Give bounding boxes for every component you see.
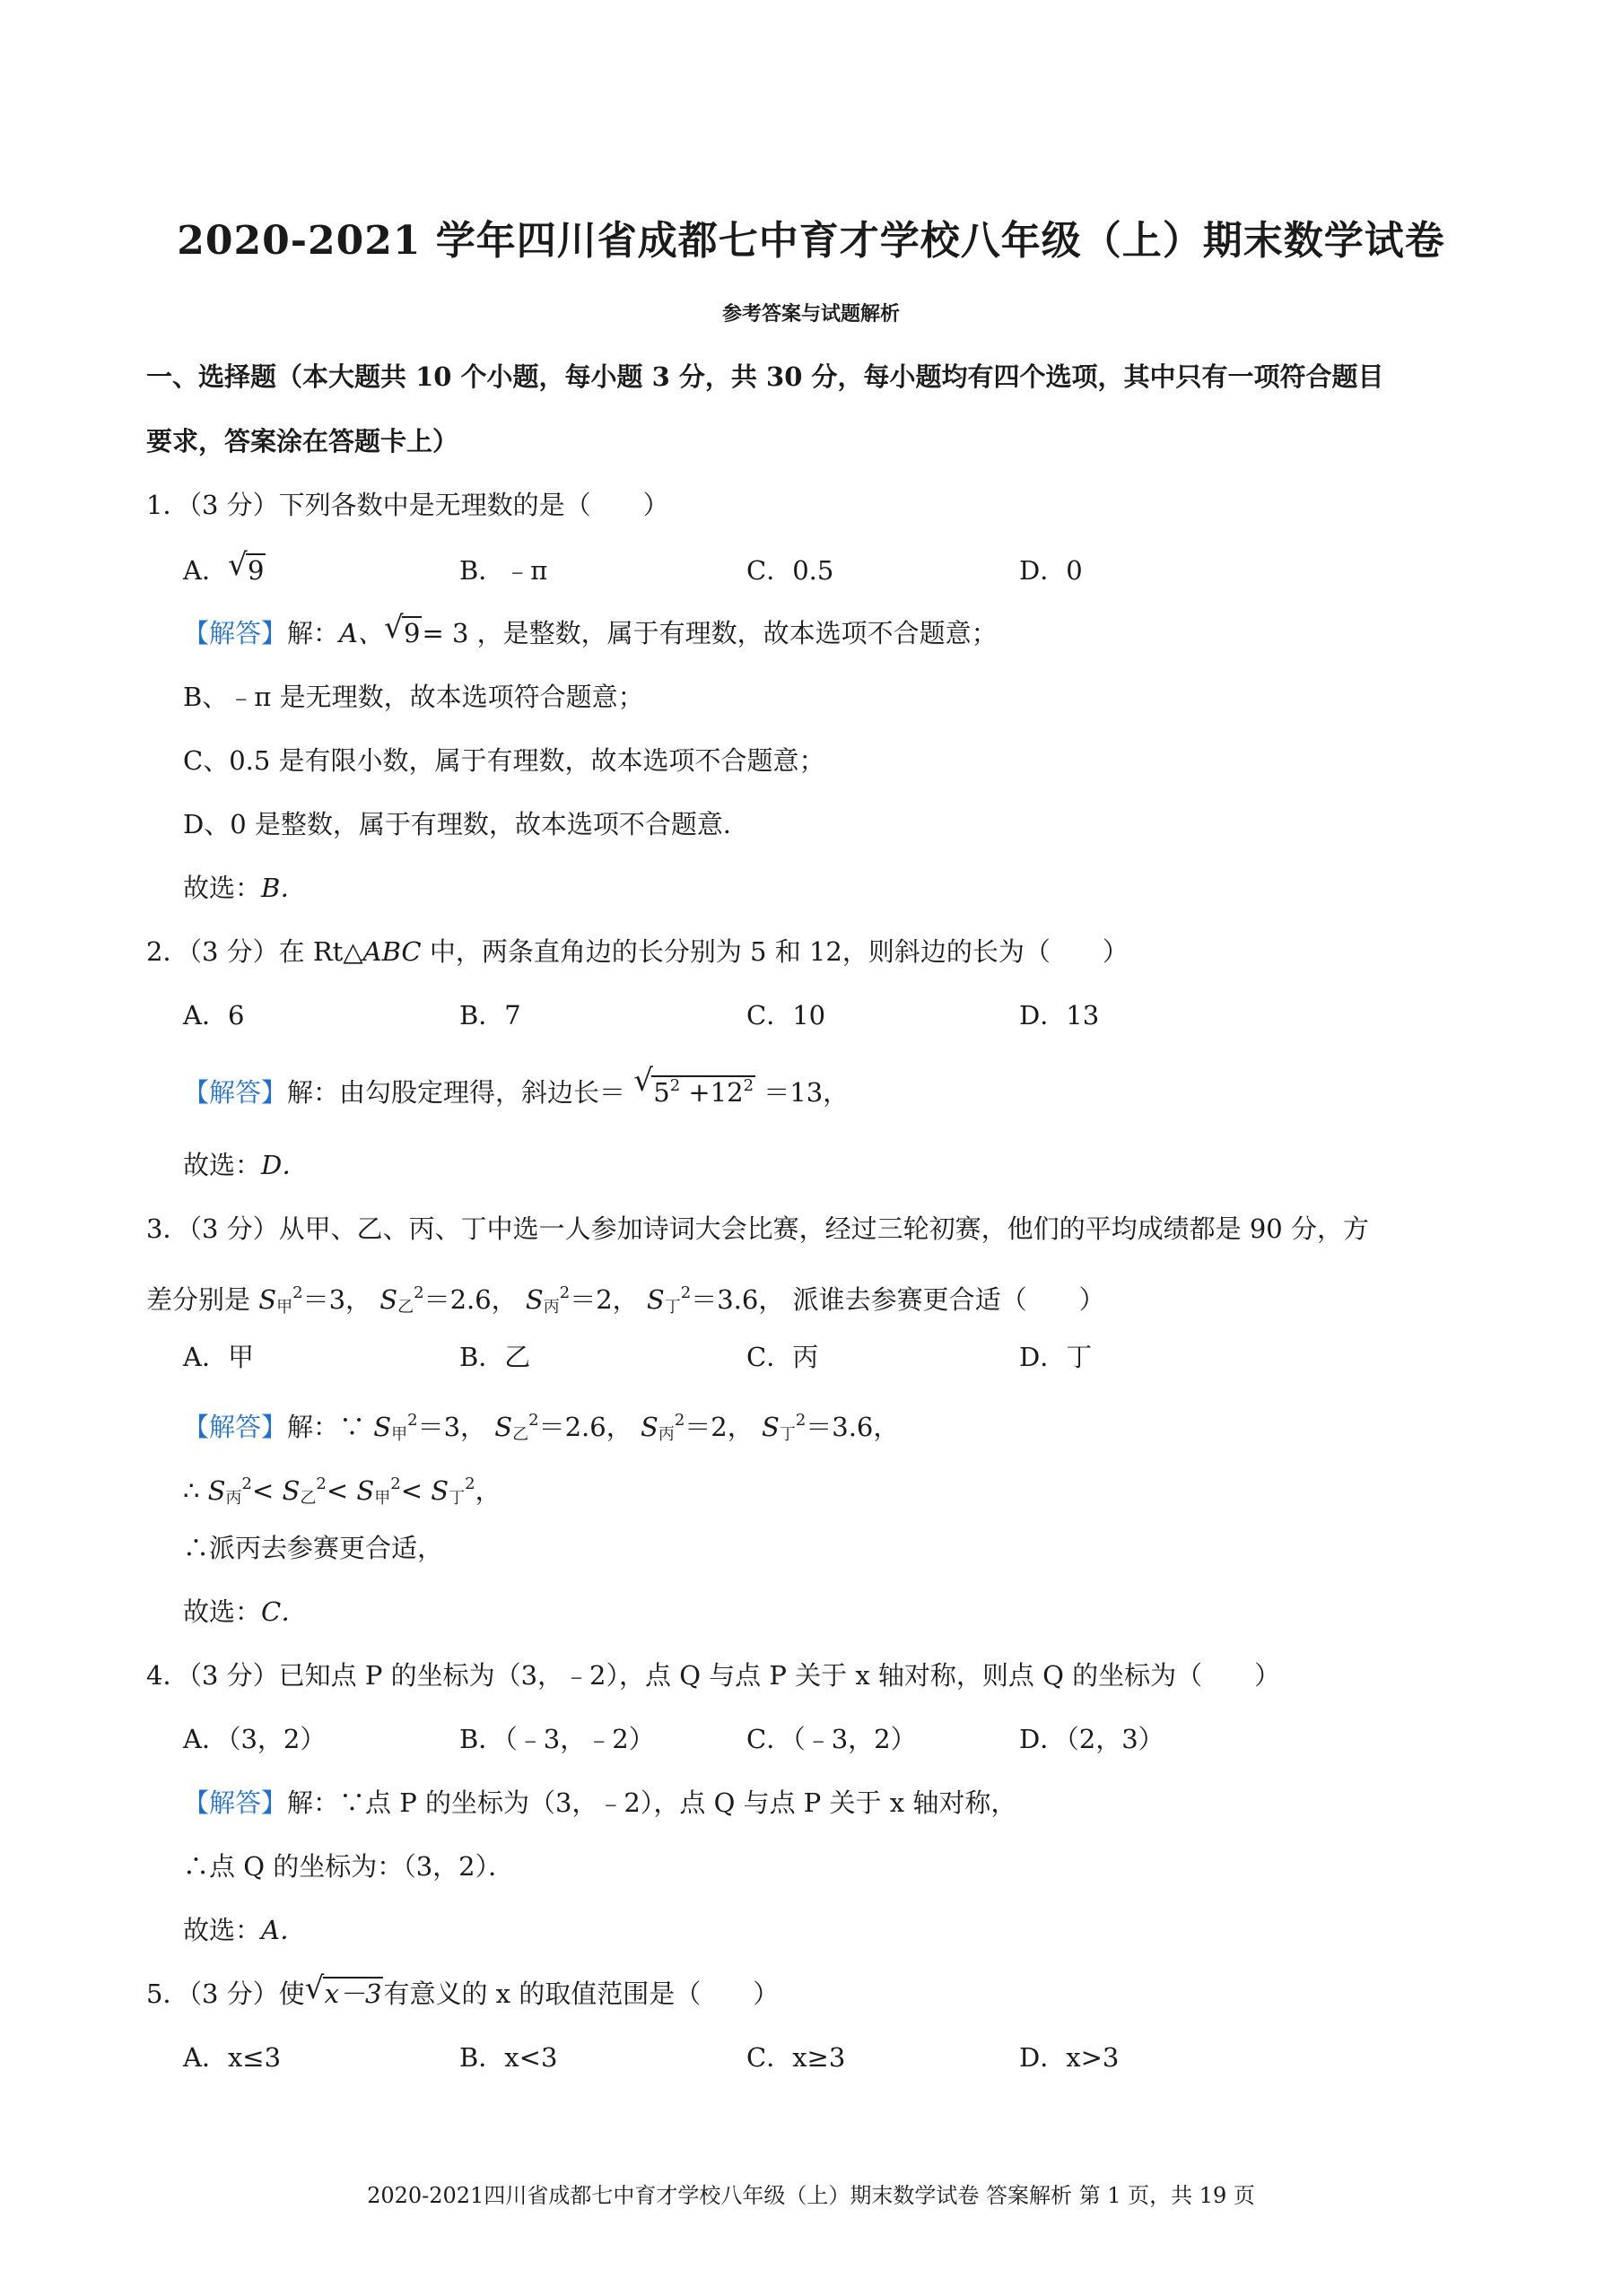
question-1-option-d: D．0: [1019, 555, 1083, 586]
question-1-option-a: A． √ 9: [183, 547, 265, 586]
question-1-answer: 故选：B．: [183, 873, 307, 903]
question-1-solution-line4: D、0 是整数，属于有理数，故本选项不合题意．: [183, 809, 749, 839]
answer-tag: 【解答】: [183, 618, 288, 648]
question-4-option-d: D．（2，3）: [1019, 1724, 1164, 1754]
question-4-solution-line2: ∴点 Q 的坐标为：（3，2）．: [183, 1851, 515, 1882]
question-3-stem-line1: 3．（3 分）从甲、乙、丙、丁中选一人参加诗词大会比赛，经过三轮初赛，他们的平均成绩都是 90 分，方: [146, 1213, 1369, 1244]
question-4-option-b: B．（﹣3，﹣2）: [459, 1724, 655, 1754]
question-4-stem: 4．（3 分）已知点 P 的坐标为（3，﹣2），点 Q 与点 P 关于 x 轴对称，则点 Q 的坐标为（ ）: [146, 1660, 1281, 1691]
question-4-answer: 故选：A．: [183, 1915, 306, 1945]
question-4-solution-line1: 【解答】解：∵点 P 的坐标为（3，﹣2），点 Q 与点 P 关于 x 轴对称，: [183, 1787, 1017, 1818]
question-2-option-b: B．7: [459, 1000, 521, 1031]
question-1-option-b: B．﹣π: [459, 555, 548, 586]
question-3-stem-line2: 差分别是 $S_甲^2=3$， $S_乙^2=2.6$， $S_丙^2=2$， $S_丁^2=3.6$， 派谁去参赛更合适（ ）: [146, 1283, 1105, 1317]
question-3-solution-line1: 【解答】解：∵ $S_甲^2=3$， $S_乙^2=2.6$， $S_丙^2=2$， $S_丁^2=3.6$，: [183, 1411, 900, 1444]
question-2-option-d: D．13: [1019, 1000, 1100, 1031]
question-3-option-a: A．甲: [183, 1342, 254, 1372]
question-3-option-d: D．丁: [1019, 1342, 1093, 1372]
question-3-option-c: C．丙: [746, 1342, 819, 1372]
question-5-option-b: B．x<3: [459, 2042, 558, 2073]
question-3-solution-line3: ∴派丙去参赛更合适，: [183, 1533, 444, 1563]
question-2-answer: 故选：D．: [183, 1150, 309, 1180]
question-2-stem: 2．（3 分）在 Rt△ABC 中，两条直角边的长分别为 5 和 12，则斜边的长为（ ）: [146, 936, 1129, 967]
question-1-option-c: C．0.5: [746, 555, 834, 586]
question-3-solution-line2: ∴ $S_丙^2< S_乙^2< S_甲^2< S_丁^2$，: [183, 1474, 501, 1508]
question-5-stem: 5．（3 分）使 √ x－3有意义的 x 的取值范围是（ ）: [146, 1970, 780, 2009]
question-4-option-a: A．（3，2）: [183, 1724, 327, 1754]
question-5-option-c: C．x≥3: [746, 2042, 846, 2073]
section-heading-line2: 要求，答案涂在答题卡上）: [146, 426, 459, 457]
question-3-option-b: B．乙: [459, 1342, 531, 1372]
question-2-solution: 【解答】解：由勾股定理得，斜边长＝ √ $5^2 +12^2 =13$，: [183, 1063, 850, 1108]
question-1-solution-line2: B、﹣π 是无理数，故本选项符合题意；: [183, 682, 644, 712]
question-5-option-d: D．x>3: [1019, 2042, 1120, 2073]
question-1-solution-line3: C、0.5 是有限小数，属于有理数，故本选项不合题意；: [183, 745, 825, 776]
question-3-answer: 故选：C．: [183, 1596, 308, 1627]
question-2-option-c: C．10: [746, 1000, 826, 1031]
question-1-stem: 1．（3 分）下列各数中是无理数的是（ ）: [146, 490, 669, 520]
section-heading-line1: 一、选择题（本大题共 10 个小题，每小题 3 分，共 30 分，每小题均有四个选项，其中只有一项符合题目: [146, 361, 1384, 392]
page-title: 2020-2021 学年四川省成都七中育才学校八年级（上）期末数学试卷: [177, 218, 1445, 264]
question-2-option-a: A．6: [183, 1000, 245, 1031]
page-footer: 2020-2021四川省成都七中育才学校八年级（上）期末数学试卷 答案解析 第 1 页，共 19 页: [367, 2183, 1255, 2208]
question-1-solution-line1: 【解答】解：A、 √ 9= 3 ，是整数，属于有理数，故本选项不合题意；: [183, 610, 998, 648]
question-5-option-a: A．x≤3: [183, 2042, 282, 2073]
page-subtitle: 参考答案与试题解析: [721, 302, 900, 326]
question-4-option-c: C．（﹣3，2）: [746, 1724, 917, 1754]
sqrt-9: √ 9: [227, 547, 265, 586]
